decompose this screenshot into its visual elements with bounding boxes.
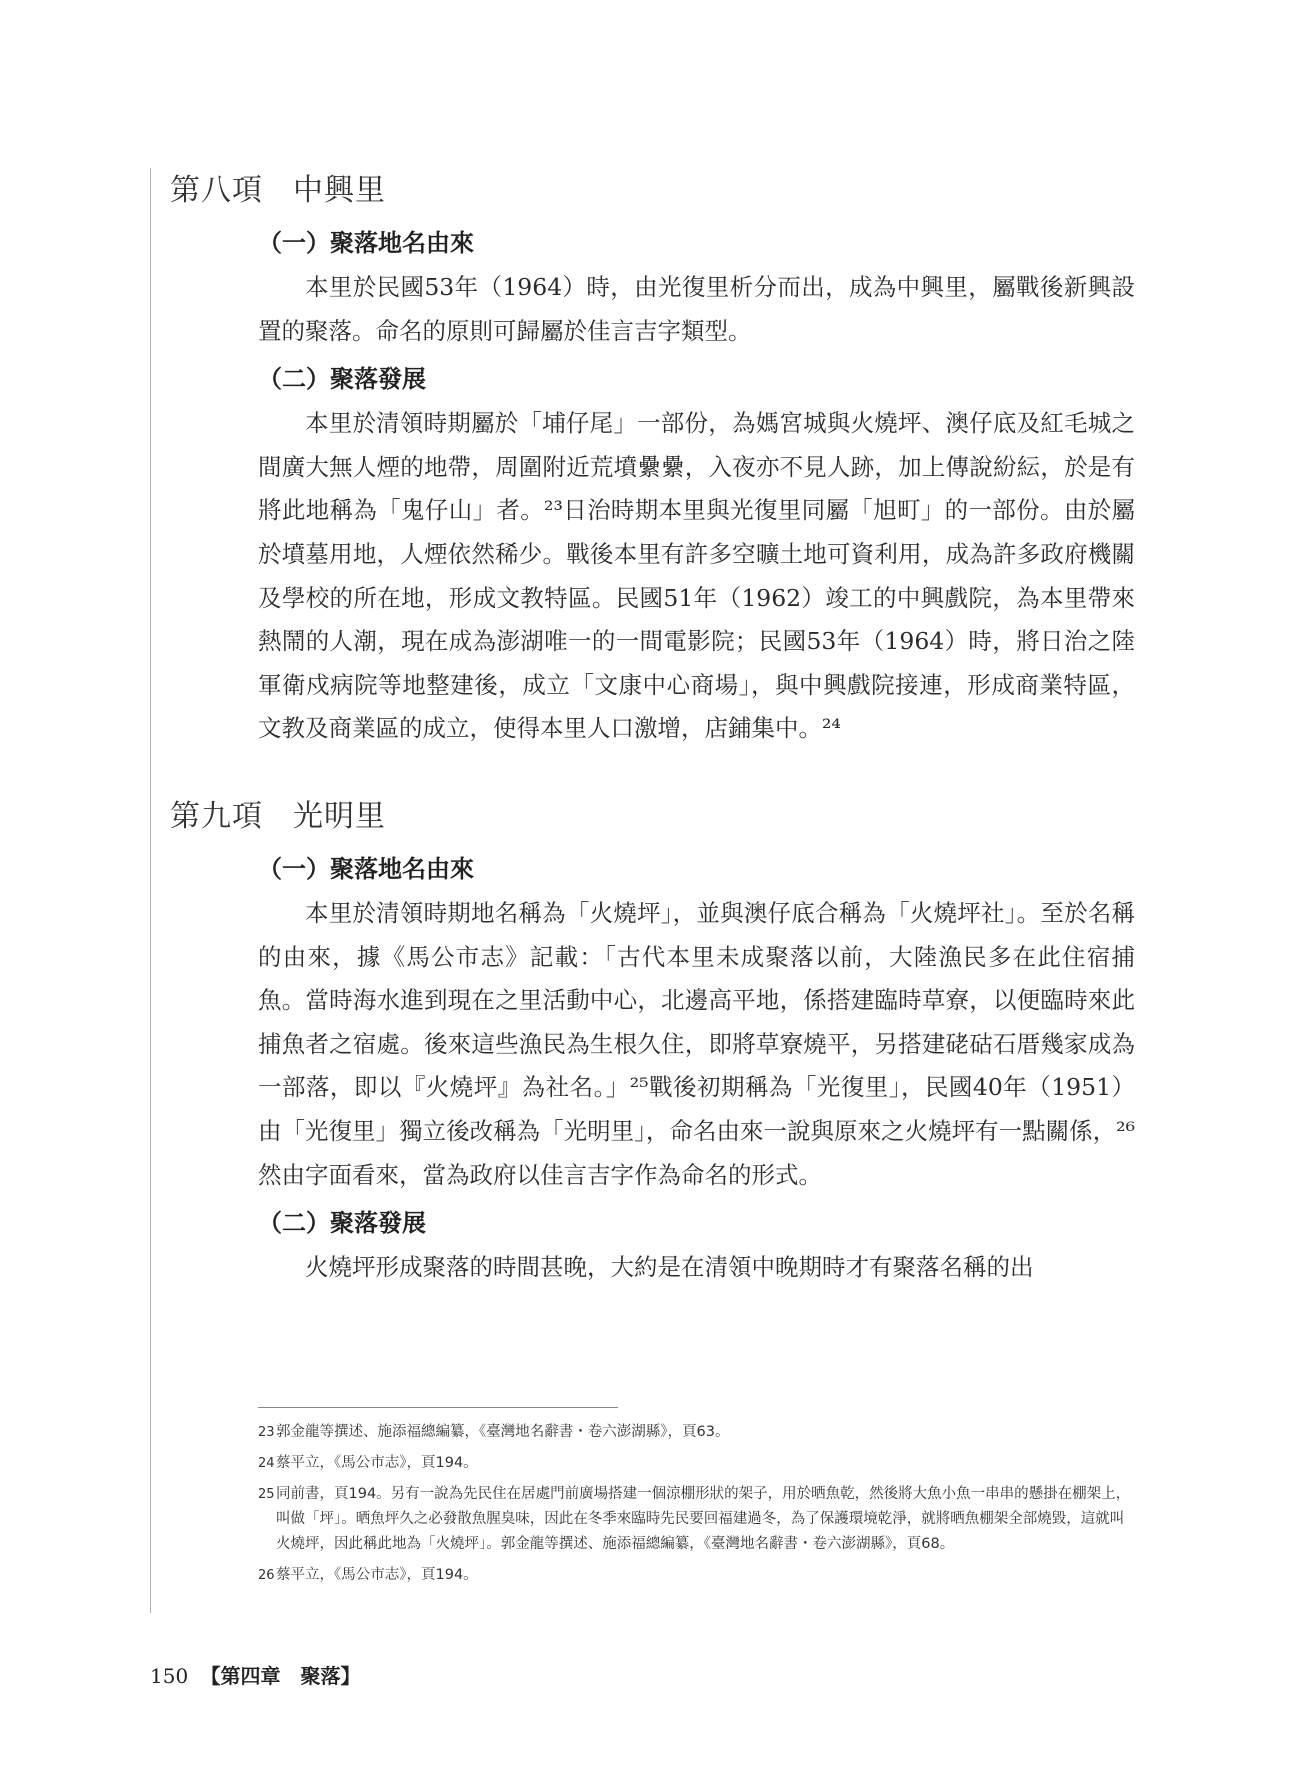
subsection-heading: （一）聚落地名由來 [258, 853, 474, 883]
footnote-text: 蔡平立，《馬公市志》，頁194。 [276, 1567, 478, 1583]
footnotes [258, 1420, 1138, 1594]
section-title [170, 165, 1135, 209]
footnote-number: 23 [258, 1425, 275, 1440]
section-guangming [170, 791, 1135, 1290]
main-content [170, 165, 1135, 1296]
section-zhongxing [170, 165, 1135, 751]
chapter-label: 【第四章 聚落】 [200, 1664, 361, 1688]
footnote-text: 蔡平立，《馬公市志》，頁194。 [276, 1455, 478, 1471]
paragraph: 本里於清領時期地名稱為「火燒坪」，並與澳仔底合稱為「火燒坪社」。至於名稱的由來，據《馬公市志》記載：「古代本里未成聚落以前，大陸漁民多在此住宿捕魚。當時海水進到現在之里活動中心，北邊高平地，係搭建臨時草寮，以便臨時來此捕魚者之宿處。後來這些漁民為生根久住，即將草寮燒平，另搭建硓𥑮石厝幾家成為一部落，即以『火燒坪』為社名。」²⁵戰後初期稱為「光復里」，民國40年（1951）由「光復里」獨立後改稱為「光明里」，命名由來一說與原來之火燒坪有一點關係，²⁶然由字面看來，當為政府以佳言吉字作為命名的形式。 [258, 898, 1135, 1189]
footnote-number: 26 [258, 1568, 275, 1583]
subsection-heading: （二）聚落發展 [258, 1208, 426, 1238]
subsection-body [258, 892, 1135, 1197]
footnote-text: 同前書，頁194。另有一說為先民住在居處門前廣場搭建一個涼棚形狀的架子，用於晒魚乾，然後將大魚小魚一串串的懸掛在棚架上，叫做「坪」。晒魚坪久之必發散魚腥臭味，因此在冬季來臨時先民要回福建過冬，為了保護環境乾淨，就將晒魚棚架全部燒毀，這就叫火燒坪，因此稱此地為「火燒坪」。郭金龍等撰述、施添福總編纂，《臺灣地名辭書・卷六澎湖縣》，頁68。 [276, 1486, 1131, 1552]
subsection-heading: （二）聚落發展 [258, 364, 426, 394]
footnote [258, 1482, 1138, 1557]
page-footer [150, 1660, 361, 1689]
footnote-divider [258, 1407, 618, 1408]
footnote-number: 24 [258, 1456, 275, 1471]
footnote-text: 郭金龍等撰述、施添福總編纂，《臺灣地名辭書・卷六澎湖縣》，頁63。 [276, 1424, 730, 1440]
page-number: 150 [150, 1664, 189, 1688]
section-title [170, 791, 1135, 835]
subsection-body [258, 402, 1135, 751]
paragraph: 本里於清領時期屬於「埔仔尾」一部份，為媽宮城與火燒坪、澳仔底及紅毛城之間廣大無人煙的地帶，周圍附近荒墳纍纍，入夜亦不見人跡，加上傳說紛紜，於是有將此地稱為「鬼仔山」者。²³日治時期本里與光復里同屬「旭町」的一部份。由於屬於墳墓用地，人煙依然稀少。戰後本里有許多空曠土地可資利用，成為許多政府機關及學校的所在地，形成文教特區。民國51年（1962）竣工的中興戲院，為本里帶來熱鬧的人潮，現在成為澎湖唯一的一間電影院；民國53年（1964）時，將日治之陸軍衛戍病院等地整建後，成立「文康中心商場」，與中興戲院接連，形成商業特區，文教及商業區的成立，使得本里人口激增，店鋪集中。²⁴ [258, 409, 1135, 743]
paragraph: 火燒坪形成聚落的時間甚晚，大約是在清領中晚期時才有聚落名稱的出 [305, 1253, 1034, 1282]
margin-rule [150, 168, 151, 1613]
paragraph: 本里於民國53年（1964）時，由光復里析分而出，成為中興里，屬戰後新興設置的聚落。命名的原則可歸屬於佳言吉字類型。 [258, 273, 1135, 345]
section-name: 中興里 [293, 173, 386, 208]
section-number: 第八項 [170, 173, 263, 208]
footnote-number: 25 [258, 1487, 275, 1502]
subsection-heading: （一）聚落地名由來 [258, 228, 474, 257]
footnote [258, 1563, 1138, 1588]
section-name: 光明里 [293, 798, 386, 834]
footnote [258, 1420, 1138, 1445]
subsection-body [258, 1246, 1135, 1290]
section-number: 第九項 [170, 798, 263, 834]
subsection-body [258, 266, 1135, 353]
footnote [258, 1451, 1138, 1476]
